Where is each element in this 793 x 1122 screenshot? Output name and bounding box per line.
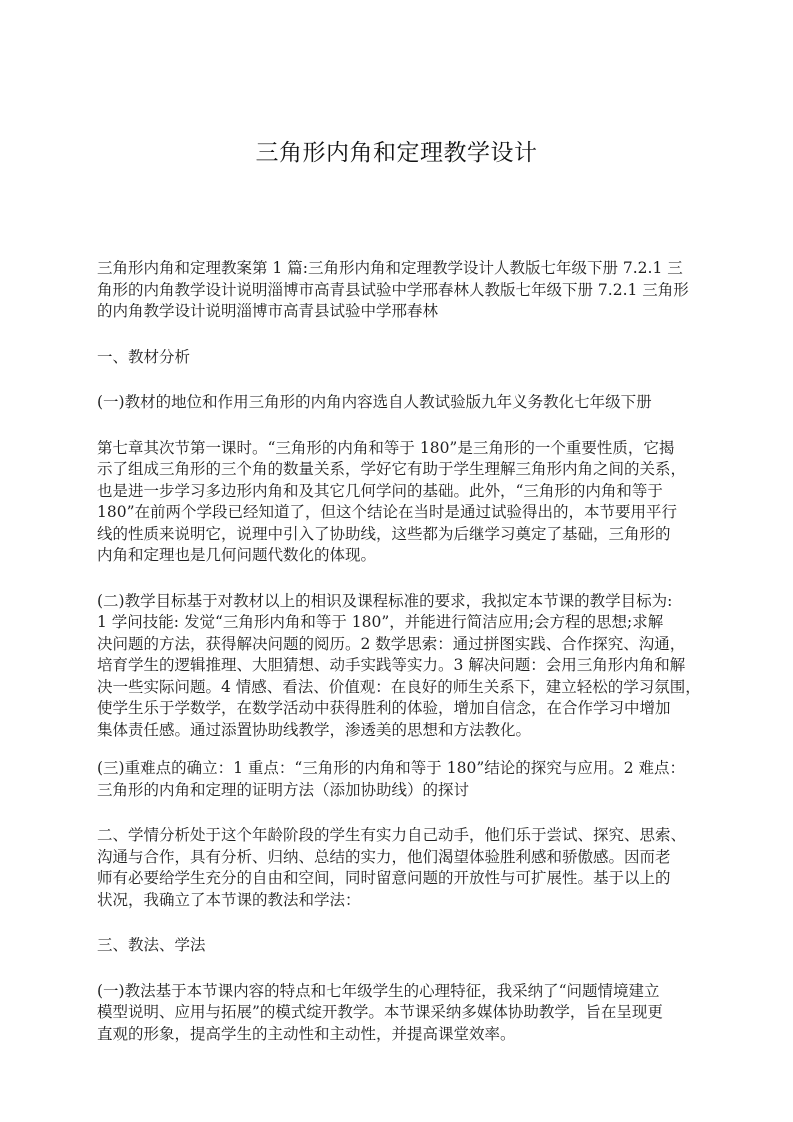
text-line: 直观的形象，提高学生的主动性和主动性，并提高课堂效率。 bbox=[97, 1024, 516, 1043]
document-title: 三角形内角和定理教学设计 bbox=[255, 140, 538, 166]
paragraph-teaching-method bbox=[97, 981, 701, 1046]
text-line: 180”在前两个学段已经知道了，但这个结论在当时是通过试验得出的，本节要用平行 bbox=[97, 503, 678, 521]
text-line: 集体责任感。通过添置协助线教学，渗透美的思想和方法教化。 bbox=[97, 720, 532, 739]
text-line: 线的性质来说明它，说理中引入了协助线，这些都为后继学习奠定了基础，三角形的 bbox=[97, 524, 671, 543]
text-line: 的内角教学设计说明淄博市高青县试验中学邢春林 bbox=[97, 302, 439, 320]
text-line: 状况，我确立了本节课的教法和学法： bbox=[97, 890, 361, 909]
text-line: 二、学情分析处于这个年龄阶段的学生有实力自己动手，他们乐于尝试、探究、思索、 bbox=[97, 826, 687, 844]
heading-line: 一、教材分析 bbox=[97, 347, 191, 366]
text-line: 师有必要给学生充分的自由和空间，同时留意问题的开放性与可扩展性。基于以上的 bbox=[97, 869, 671, 887]
paragraph-material-status bbox=[97, 392, 701, 414]
paragraph-student-analysis bbox=[97, 825, 701, 911]
text-line: 角形的内角教学设计说明淄博市高青县试验中学邢春林人教版七年级下册 7.2.1 三角形 bbox=[97, 280, 689, 299]
text-line: (二)教学目标基于对教材以上的相识及课程标准的要求，我拟定本节课的教学目标为: bbox=[97, 591, 673, 610]
text-line: 决问题的方法，获得解决问题的阅历。2 数学思索：通过拼图实践、合作探究、沟通， bbox=[97, 634, 686, 653]
text-line: 1 学问技能: 发觉“三角形内角和等于 180”，并能进行简洁应用;会方程的思想;求解 bbox=[97, 613, 664, 631]
text-line: 三角形内角和定理教案第 1 篇:三角形内角和定理教学设计人教版七年级下册 7.2.1 三 bbox=[97, 259, 683, 277]
text-line: 决一些实际问题。4 情感、看法、价值观：在良好的师生关系下，建立轻松的学习氛围， bbox=[97, 677, 701, 696]
text-line: 模型说明、应用与拓展”的模式绽开教学。本节课采纳多媒体协助教学，旨在呈现更 bbox=[97, 1003, 663, 1021]
text-line: (一)教材的地位和作用三角形的内角内容选自人教试验版九年义务教化七年级下册 bbox=[97, 393, 652, 411]
text-line: 第七章其次节第一课时。“三角形的内角和等于 180”是三角形的一个重要性质，它揭 bbox=[97, 438, 675, 457]
paragraph-teaching-goals bbox=[97, 591, 701, 742]
section-heading-1 bbox=[97, 347, 701, 369]
text-line: 内角和定理也是几何问题代数化的体现。 bbox=[97, 546, 377, 564]
heading-line: 三、教法、学法 bbox=[97, 936, 206, 954]
section-heading-3 bbox=[97, 935, 701, 957]
text-line: 使学生乐于学数学，在数学活动中获得胜利的体验，增加自信念，在合作学习中增加 bbox=[97, 699, 671, 717]
text-line: (三)重难点的确立：1 重点：“三角形的内角和等于 180”结论的探究与应用。2 难点： bbox=[97, 759, 686, 777]
document-body bbox=[97, 258, 701, 1045]
text-line: 沟通与合作，具有分析、归纳、总结的实力，他们渴望体验胜利感和骄傲感。因而老 bbox=[97, 847, 671, 866]
text-line: (一)教法基于本节课内容的特点和七年级学生的心理特征，我采纳了“问题情境建立 bbox=[97, 981, 660, 1000]
paragraph-intro bbox=[97, 258, 701, 323]
paragraph-chapter bbox=[97, 438, 701, 567]
text-line: 培育学生的逻辑推理、大胆猜想、动手实践等实力。3 解决问题：会用三角形内角和解 bbox=[97, 656, 686, 674]
text-line: 示了组成三角形的三个角的数量关系，学好它有助于学生理解三角形内角之间的关系， bbox=[97, 460, 687, 478]
text-line: 也是进一步学习多边形内角和及其它几何学问的基础。此外，“三角形的内角和等于 bbox=[97, 481, 663, 500]
paragraph-key-points bbox=[97, 758, 701, 801]
text-line: 三角形的内角和定理的证明方法（添加协助线）的探讨 bbox=[97, 780, 470, 799]
